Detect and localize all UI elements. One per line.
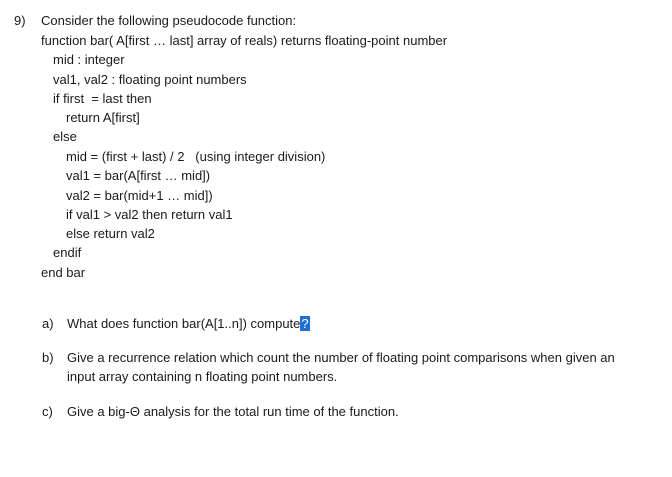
code-line-signature: function bar( A[first … last] array of reals) returns floating-point number [41,33,448,48]
code-line-else-return: else return val2 [66,226,155,241]
code-line-endif: endif [53,245,82,260]
part-b-text-line-1: Give a recurrence relation which count the number of floating point comparisons when given an [67,350,615,365]
code-line-val1: val1 = bar(A[first … mid]) [66,168,211,183]
text-selection-highlight: ? [301,316,309,331]
part-b-text-line-2: input array containing n floating point numbers. [67,369,338,384]
code-line-end-bar: end bar [41,265,86,280]
code-line-mid-decl: mid : integer [53,52,125,67]
code-line-else: else [53,129,77,144]
code-line-if: if first = last then [53,91,152,106]
code-line-mid-calc: mid = (first + last) / 2 (using integer division) [66,149,326,164]
part-b-label: b) [42,350,54,365]
part-a-text: What does function bar(A[1..n]) compute? [67,316,309,331]
question-intro: Consider the following pseudocode function: [41,13,297,28]
part-a-label: a) [42,316,54,331]
part-c-label: c) [42,404,53,419]
code-line-val2: val2 = bar(mid+1 … mid]) [66,188,213,203]
code-line-val-decl: val1, val2 : floating point numbers [53,72,247,87]
code-line-return-first: return A[first] [66,110,140,125]
part-c-text: Give a big-Θ analysis for the total run time of the function. [67,404,399,419]
code-line-compare: if val1 > val2 then return val1 [66,207,233,222]
question-number: 9) [14,13,26,28]
